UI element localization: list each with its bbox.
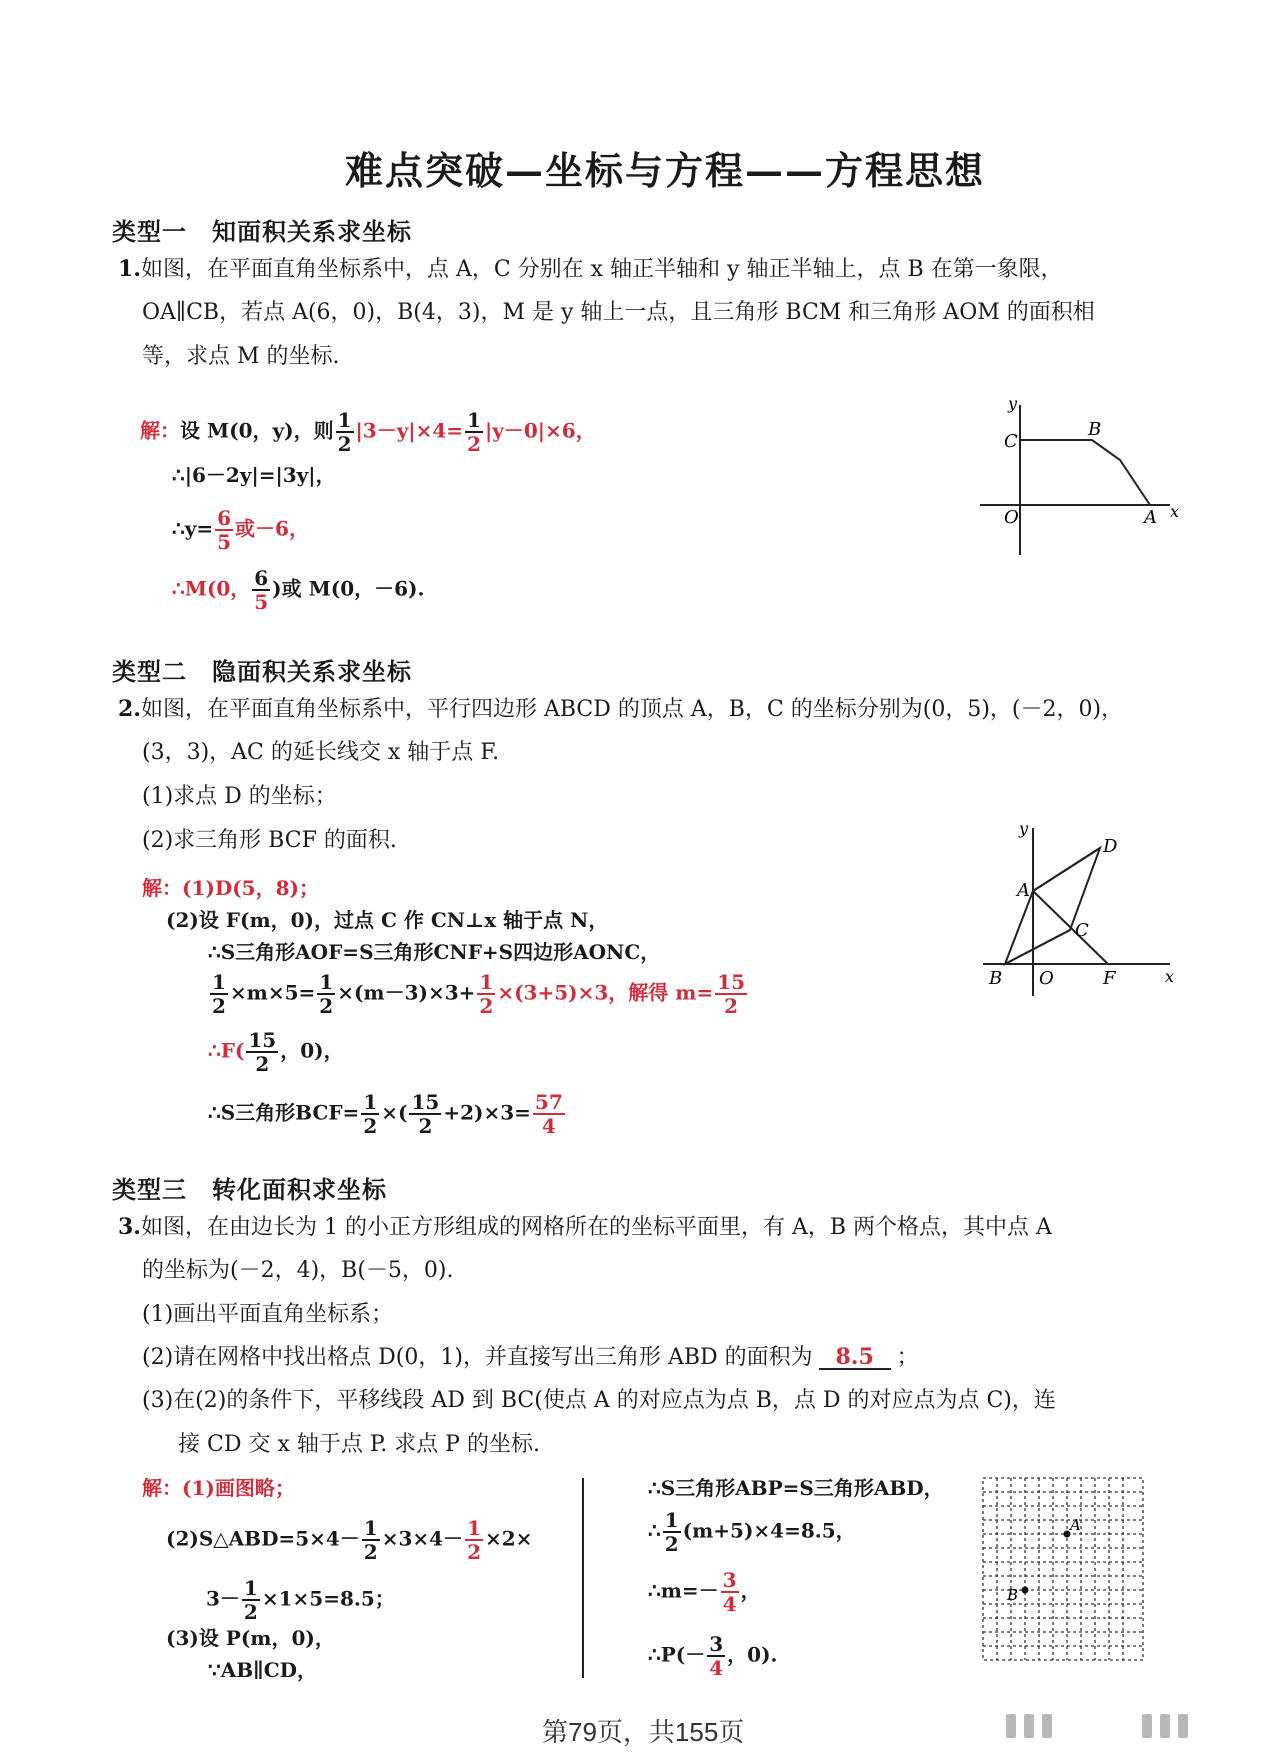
label-d: D <box>1103 836 1118 857</box>
question-2-part-1: (1)求点 D 的坐标； <box>142 784 337 809</box>
question-1-line-3: 等，求点 M 的坐标. <box>142 344 340 369</box>
label-b: B <box>1007 1586 1019 1604</box>
fraction: $\frac{1}{2}$ <box>212 970 226 1018</box>
label-c: C <box>1075 920 1089 941</box>
question-2-line-1: 2.如图，在平面直角坐标系中，平行四边形 ABCD 的顶点 A，B，C 的坐标分别为(0，5)，(－2，0)， <box>118 696 1124 722</box>
toolbar-bar-icon <box>1178 1714 1188 1738</box>
line-ad <box>1033 848 1100 891</box>
fraction: $\frac{3}{4}$ <box>709 1632 724 1680</box>
toolbar-bar-icon <box>1024 1714 1034 1738</box>
question-1-line-1 <box>118 258 1063 281</box>
label-a: A <box>1070 1516 1081 1534</box>
q3-solution-line-3: 3－ $\frac{1}{2}$ ×1×5=8.5； <box>206 1576 395 1624</box>
label-x: x <box>1170 502 1180 521</box>
question-2-line-2: (3，3)，AC 的延长线交 x 轴于点 F. <box>142 740 500 765</box>
label-y: y <box>1019 819 1029 838</box>
q2-solution-line-6: ∴S三角形BCF= $\frac{1}{2}$ ×( $\frac{15}{2}$ +2)×3= $\frac{57}{4}$ <box>208 1090 563 1138</box>
q3-solution-line-1: 解：(1)画图略； <box>142 1476 295 1500</box>
label-c: C <box>1004 431 1018 452</box>
q3-grid-figure <box>975 1470 1155 1670</box>
q3-solution-right-2: ∴ $\frac{1}{2}$ (m+5)×4=8.5， <box>648 1508 856 1556</box>
question-3-line-2: 的坐标为(－2，4)，B(－5，0). <box>142 1258 454 1283</box>
toolbar-bar-icon <box>1142 1714 1152 1738</box>
section-heading-2: 类型二 隐面积关系求坐标 <box>112 657 412 686</box>
fraction: $\frac{15}{2}$ <box>717 970 746 1018</box>
fraction: $\frac{15}{2}$ <box>248 1028 277 1076</box>
label-y: y <box>1008 395 1018 413</box>
q1-solution-line-2: ∴|6－2y|=|3y|， <box>172 463 336 487</box>
toolbar-bar-icon <box>1042 1714 1052 1738</box>
question-3-part-2: (2)请在网格中找出格点 D(0，1)，并直接写出三角形 ABD 的面积为 8.5 ； <box>142 1344 919 1370</box>
q1-figure <box>980 395 1180 565</box>
fraction: $\frac{1}{2}$ <box>479 970 494 1018</box>
page-title: 难点突破—坐标与方程——方程思想 <box>345 148 986 193</box>
q2-solution-line-2: (2)设 F(m，0)，过点 C 作 CN⊥x 轴于点 N， <box>166 908 609 932</box>
fraction: $\frac{1}{2}$ <box>363 1090 378 1138</box>
label-b: B <box>989 968 1003 989</box>
q3-solution-right-4: ∴P(－ $\frac{3}{4}$ ，0). <box>648 1632 778 1680</box>
parallelogram-abcd <box>1005 848 1100 964</box>
fraction: $\frac{3}{4}$ <box>722 1568 737 1616</box>
fraction: $\frac{1}{2}$ <box>467 408 481 456</box>
fraction: $\frac{6}{5}$ <box>217 506 232 554</box>
q2-solution-line-5: ∴F( $\frac{15}{2}$ ，0)， <box>208 1028 344 1076</box>
fraction: $\frac{1}{2}$ <box>467 1516 481 1564</box>
dotted-grid <box>983 1478 1143 1660</box>
question-3-part-3: (3)在(2)的条件下，平移线段 AD 到 BC(使点 A 的对应点为点 B，点 D 的对应点为点 C)，连 <box>142 1388 1056 1413</box>
fraction: $\frac{15}{2}$ <box>411 1090 440 1138</box>
label-f: F <box>1103 968 1116 989</box>
solution-text: 设 M(0，y)，则 <box>180 418 334 443</box>
label-a: A <box>1017 880 1030 901</box>
answer-blank: 8.5 <box>819 1346 891 1370</box>
q1-solution-line-1 <box>140 410 596 454</box>
question-1-line-2: OA∥CB，若点 A(6，0)，B(4，3)，M 是 y 轴上一点，且三角形 BCM 和三角形 AOM 的面积相 <box>142 300 1095 325</box>
fraction: $\frac{1}{2}$ <box>664 1508 679 1556</box>
q3-solution-line-2: (2)S△ABD=5×4－ $\frac{1}{2}$ ×3×4－ $\frac{1}{2}$ ×2× <box>166 1516 533 1564</box>
question-number: 1. <box>118 256 141 282</box>
q3-solution-line-4: (3)设 P(m，0)， <box>166 1626 335 1650</box>
section-heading-3: 类型三 转化面积求坐标 <box>112 1175 387 1204</box>
column-divider <box>582 1478 584 1678</box>
line-bc <box>1005 930 1070 964</box>
q2-figure <box>975 818 1175 998</box>
q2-solution-line-1: 解：(1)D(5，8)； <box>142 876 319 900</box>
q3-solution-right-3: ∴m=－ $\frac{3}{4}$ ， <box>648 1568 761 1616</box>
fraction: $\frac{1}{2}$ <box>363 1516 378 1564</box>
fraction: $\frac{1}{2}$ <box>337 408 352 456</box>
q2-solution-line-3: ∴S三角形AOF=S三角形CNF+S四边形AONC， <box>208 940 661 964</box>
question-3-line-1: 3.如图，在由边长为 1 的小正方形组成的网格所在的坐标平面里，有 A，B 两个格点，其中点 A <box>118 1214 1052 1240</box>
question-text: 如图，在平面直角坐标系中，点 A，C 分别在 x 轴正半轴和 y 轴正半轴上，点 B 在第一象限， <box>140 257 1063 282</box>
toolbar-bar-icon <box>1006 1714 1016 1738</box>
shape-cb-ba <box>1020 440 1150 505</box>
point-b <box>1022 1587 1029 1594</box>
q3-solution-right-1: ∴S三角形ABP=S三角形ABD， <box>648 1476 944 1500</box>
label-a: A <box>1144 507 1157 528</box>
toolbar-bar-icon <box>1160 1714 1170 1738</box>
fraction: $\frac{57}{4}$ <box>534 1090 563 1138</box>
question-2-part-2: (2)求三角形 BCF 的面积. <box>142 828 397 853</box>
q1-solution-line-3: ∴y= $\frac{6}{5}$ 或－6， <box>172 506 309 554</box>
fraction: $\frac{6}{5}$ <box>254 566 269 614</box>
solution-text: |3－y|×4= <box>355 418 464 443</box>
label-x: x <box>1165 967 1175 986</box>
fraction: $\frac{1}{2}$ <box>243 1576 258 1624</box>
q2-solution-line-4: $\frac{1}{2}$ ×m×5= $\frac{1}{2}$ ×(m－3)×3+ $\frac{1}{2}$ ×(3+5)×3，解得 m= $\frac{15}{2}$ <box>212 970 746 1018</box>
solution-text: |y－0|×6， <box>484 418 596 443</box>
section-heading-1: 类型一 知面积关系求坐标 <box>112 217 412 246</box>
label-b: B <box>1088 419 1102 440</box>
q1-solution-line-4: ∴M(0， $\frac{6}{5}$ )或 M(0，－6). <box>172 566 425 614</box>
q3-solution-line-5: ∵AB∥CD， <box>208 1658 317 1682</box>
label-o: O <box>1004 507 1019 528</box>
solution-label: 解： <box>140 418 180 443</box>
label-o: O <box>1039 968 1054 989</box>
question-3-part-3-cont: 接 CD 交 x 轴于点 P. 求点 P 的坐标. <box>178 1432 540 1457</box>
line-af <box>1033 891 1108 964</box>
page-indicator: 第79页，共155页 <box>542 1717 745 1747</box>
fraction: $\frac{1}{2}$ <box>319 970 334 1018</box>
question-3-part-1: (1)画出平面直角坐标系； <box>142 1302 394 1327</box>
